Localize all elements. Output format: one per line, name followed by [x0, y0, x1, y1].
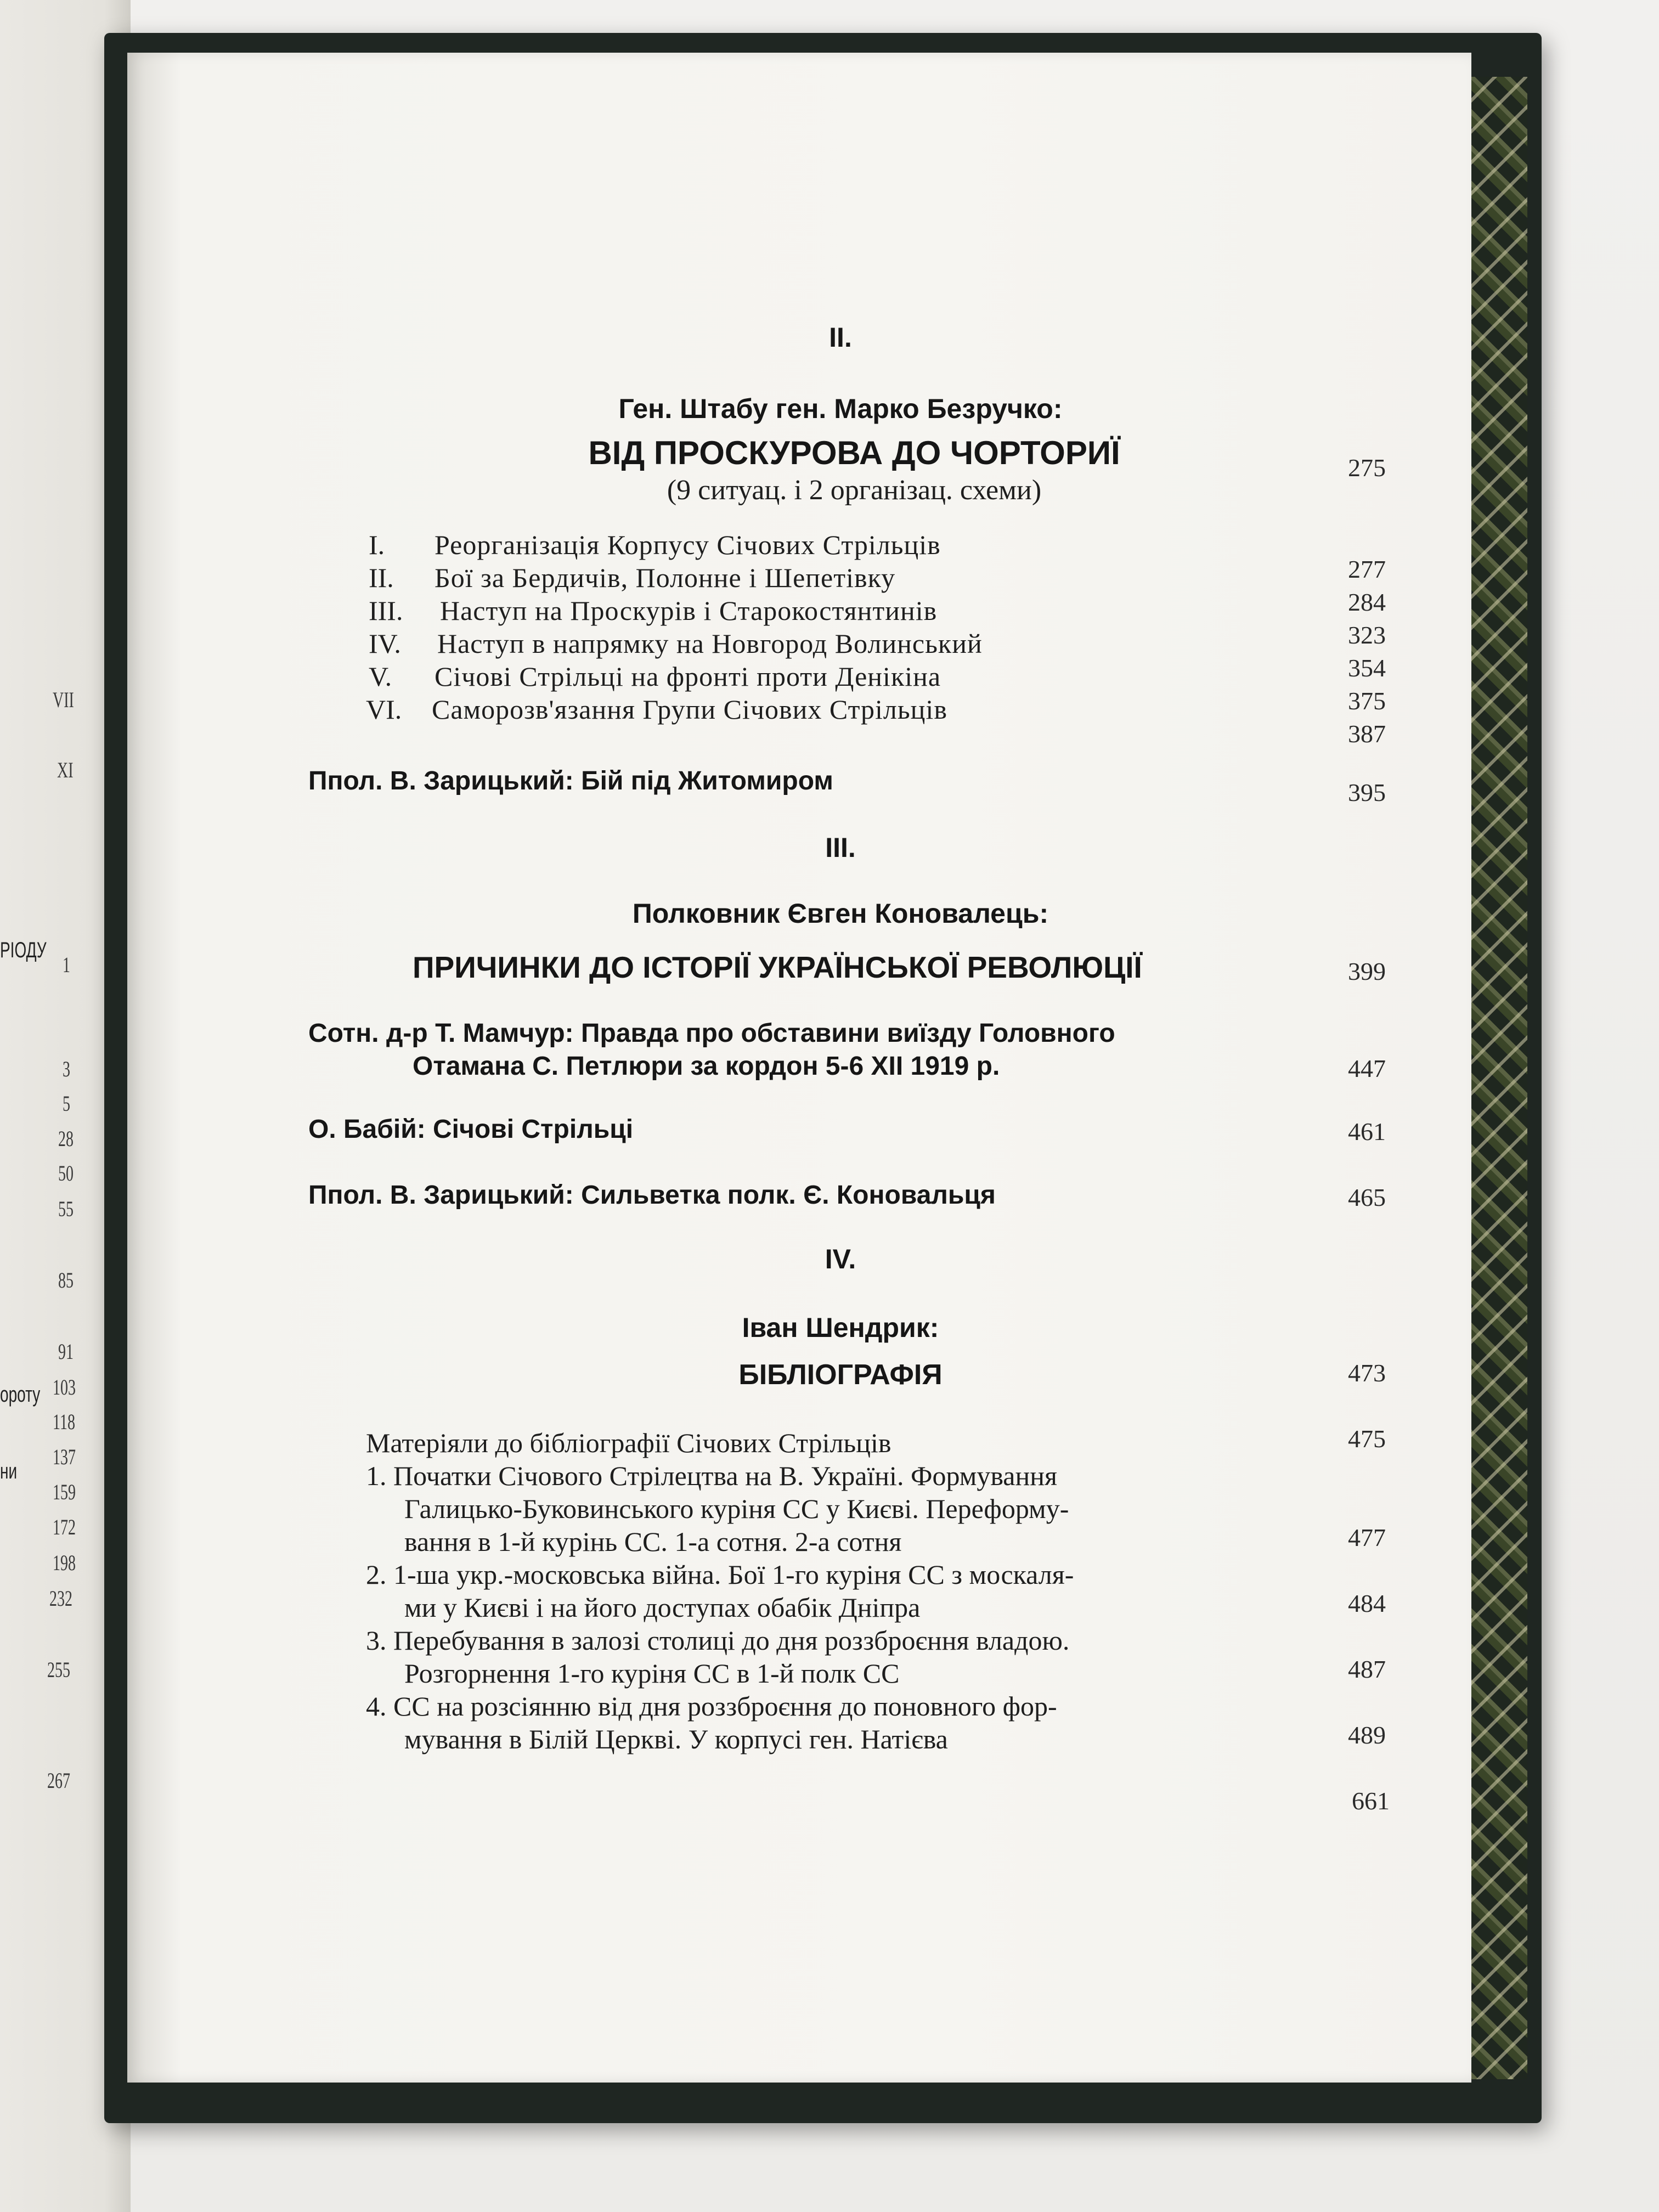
- section-author: Полковник Євген Коновалець:: [632, 898, 1049, 929]
- chapter-title: Наступ в напрямку на Новгород Волинський: [437, 628, 983, 659]
- left-page-number: 3: [63, 1057, 70, 1081]
- section-title: БІБЛІОГРАФІЯ: [738, 1359, 943, 1391]
- left-page-number: 232: [49, 1586, 72, 1611]
- left-page-number: 50: [58, 1161, 74, 1186]
- chapter-number: IV.: [369, 628, 401, 659]
- toc-page-number: 487: [1348, 1655, 1386, 1683]
- toc-entry-continuation: Отамана С. Петлюри за кордон 5-6 XII 1919 р.: [413, 1052, 1000, 1081]
- section-title: ПРИЧИНКИ ДО ІСТОРІЇ УКРАЇНСЬКОЇ РЕВОЛЮЦІЇ: [413, 950, 1142, 984]
- chapter-title: Реорганізація Корпусу Січових Стрільців: [435, 529, 941, 560]
- left-page-number: 255: [47, 1657, 70, 1682]
- left-page-number: 198: [53, 1550, 76, 1575]
- bibliography-item-line: 2. 1-ша укр.-московська війна. Бої 1-го куріня СС з москаля-: [366, 1559, 1074, 1590]
- bibliography-item-line: 4. СС на розсіянню від дня роззброєння до поновного фор-: [366, 1691, 1057, 1722]
- chapter-number: V.: [369, 661, 392, 692]
- toc-page-number: 461: [1348, 1118, 1386, 1146]
- toc-page-number: 465: [1348, 1183, 1386, 1211]
- toc-page-number: 477: [1348, 1523, 1386, 1551]
- left-page-number: 118: [53, 1409, 75, 1434]
- left-page-number: XI: [57, 758, 74, 782]
- section-numeral: IV.: [825, 1244, 856, 1274]
- left-page-number: 267: [47, 1768, 70, 1793]
- chapter-title: Бої за Бердичів, Полонне і Шепетівку: [435, 562, 896, 593]
- chapter-title: Наступ на Проскурів і Старокостянтинів: [440, 595, 938, 626]
- toc-page-number: 284: [1348, 588, 1386, 616]
- bibliography-item-line: 1. Початки Січового Стрілецтва на В. Україні. Формування: [366, 1460, 1057, 1491]
- toc-page-number: 475: [1348, 1425, 1386, 1453]
- toc-page-number: 387: [1348, 720, 1386, 748]
- section-subtitle: (9 ситуац. і 2 організац. схеми): [667, 475, 1042, 506]
- left-page-number: 5: [63, 1091, 70, 1116]
- section-author: Іван Шендрик:: [742, 1312, 939, 1343]
- left-page-number: VII: [53, 687, 74, 712]
- chapter-number: I.: [369, 529, 385, 560]
- toc-page-number: 661: [1352, 1787, 1390, 1815]
- left-page-fragment: ороту: [0, 1383, 41, 1407]
- left-page-number: 103: [53, 1375, 76, 1400]
- toc-page-number: 354: [1348, 654, 1386, 682]
- toc-page-number: 484: [1348, 1589, 1386, 1617]
- toc-page-number: 399: [1348, 957, 1386, 985]
- section-numeral: III.: [825, 832, 856, 863]
- toc-page-number: 375: [1348, 687, 1386, 715]
- chapter-number: VI.: [366, 694, 402, 725]
- bibliography-item-line: Розгорнення 1-го куріня СС в 1-й полк СС: [404, 1658, 900, 1689]
- left-page-number: 137: [53, 1444, 76, 1469]
- toc-page-number: 323: [1348, 621, 1386, 649]
- table-of-contents-page: [127, 53, 1471, 2083]
- bibliography-item-line: Галицько-Буковинського куріня СС у Києві. Переформу-: [404, 1493, 1069, 1524]
- bibliography-item-line: ми у Києві і на його доступах обабік Дніпра: [404, 1592, 921, 1623]
- chapter-title: Саморозв'язання Групи Січових Стрільців: [432, 694, 947, 725]
- section-numeral: II.: [829, 322, 852, 353]
- left-page-number: 91: [58, 1339, 74, 1364]
- toc-page-number: 395: [1348, 778, 1386, 806]
- left-page-number: 1: [63, 952, 70, 977]
- toc-page-number: 473: [1348, 1359, 1386, 1387]
- left-page-number: 28: [58, 1126, 74, 1151]
- bibliography-item-line: 3. Перебування в залозі столиці до дня роззброєння владою.: [366, 1625, 1070, 1656]
- toc-page-number: 277: [1348, 555, 1386, 583]
- toc-page-number: 489: [1348, 1721, 1386, 1749]
- chapter-title: Січові Стрільці на фронті проти Денікіна: [435, 661, 941, 692]
- section-title: ВІД ПРОСКУРОВА ДО ЧОРТОРИЇ: [588, 435, 1120, 471]
- toc-entry: Ппол. В. Зарицький: Бій під Житомиром: [308, 766, 833, 795]
- toc-entry: Матеріяли до бібліографії Січових Стрільців: [366, 1427, 891, 1458]
- left-page-number: 172: [53, 1515, 76, 1539]
- left-page-number: 159: [53, 1480, 76, 1504]
- left-page-number: 55: [58, 1197, 74, 1221]
- toc-page-number: 275: [1348, 454, 1386, 482]
- left-page-fragment: РІОДУ: [0, 938, 47, 962]
- toc-page-number: 447: [1348, 1054, 1386, 1082]
- chapter-number: II.: [369, 562, 394, 593]
- left-page-number: 85: [58, 1268, 74, 1293]
- toc-entry: О. Бабій: Січові Стрільці: [308, 1115, 634, 1144]
- toc-entry: Сотн. д-р Т. Мамчур: Правда про обставини виїзду Головного: [308, 1019, 1115, 1048]
- bibliography-item-line: мування в Білій Церкві. У корпусі ген. Натієва: [404, 1724, 948, 1754]
- section-author: Ген. Штабу ген. Марко Безручко:: [618, 393, 1063, 424]
- bibliography-item-line: вання в 1-й курінь СС. 1-а сотня. 2-а сотня: [404, 1526, 902, 1557]
- left-page-fragment: ни: [0, 1459, 18, 1483]
- chapter-number: III.: [369, 595, 403, 626]
- toc-entry: Ппол. В. Зарицький: Сильветка полк. Є. Коновальця: [308, 1181, 996, 1210]
